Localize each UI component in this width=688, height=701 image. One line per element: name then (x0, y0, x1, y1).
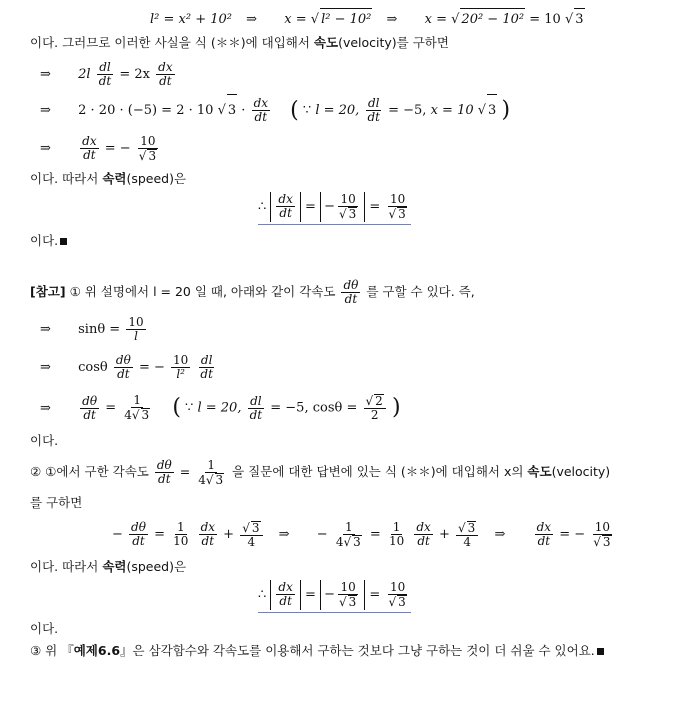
frac-den: dt (249, 407, 263, 422)
therefore-symbol: ∴ (258, 587, 267, 603)
eq: = (105, 400, 117, 416)
text-substitute-2: 을 질문에 대한 답변에 있는 식 (＊＊)에 대입해서 x의 (232, 464, 524, 479)
eq-l-squared: l² = x² + 10² (150, 12, 232, 27)
cond-l-20: l = 20, (197, 400, 242, 416)
frac-den: dt (132, 534, 145, 548)
equation-dtheta: ⇒ $\frac{d\theta}{dt}$ = $\frac{1}{4√ 3}$ ( ∵ l = 20, $\frac{dl}{dt}$ = −5, cosθ = $\frac{√ 2}{2}$ ) (40, 390, 688, 426)
frac-den: dt (98, 74, 112, 88)
sqrt-3: 3 (148, 148, 157, 163)
frac-num: 1 (133, 393, 142, 407)
equation-sin (40, 314, 688, 346)
text-ref-rest: 』은 삼각함수와 각속도를 이용해서 구하는 것보다 그냥 구하는 것이 더 쉬울 수 있어요. (120, 643, 595, 658)
text-line-7 (30, 492, 688, 514)
frac-num: 10 (594, 519, 611, 534)
minus: − (316, 527, 328, 542)
frac-den: dt (537, 534, 551, 548)
frac-den: dt (159, 74, 172, 88)
eq-neg: = − (138, 360, 165, 375)
bold-speed: 속력 (102, 171, 127, 186)
sin-theta: sinθ = (78, 322, 121, 337)
because-symbol: ∵ (185, 400, 194, 416)
frac-den: 4 (247, 534, 256, 549)
text-velocity-end: (velocity) (551, 464, 611, 479)
frac-den: dt (367, 110, 380, 124)
frac-num: dl (367, 96, 380, 110)
cond-eq-neg5: = −5, (388, 103, 427, 118)
minus: − (324, 199, 335, 214)
sqrt-3: 3 (348, 594, 357, 609)
eq: = (305, 199, 316, 215)
implies-arrow: ⇒ (246, 12, 258, 27)
frac-num: 10 (173, 353, 189, 367)
frac-den: dt (344, 292, 358, 306)
sqrt-2: 2 (375, 394, 383, 408)
sqrt-3: 3 (348, 206, 357, 221)
frac-den: dt (279, 594, 292, 608)
equation-cos (40, 352, 688, 384)
sqrt-3: 3 (353, 534, 361, 549)
eq: = (369, 587, 381, 603)
equation-line-1: l² = x² + 10² ⇒ x = √ l² − 10² ⇒ x = √ 20² − 10² = 10 √ 3 (150, 8, 688, 30)
text-line-10 (30, 640, 688, 662)
bold-example: 예제6.6 (73, 643, 121, 658)
dot: · (241, 103, 246, 118)
cond-l-20: l = 20, (315, 103, 360, 118)
sqrt-l2-minus-102: l² − 10² (320, 8, 372, 31)
sqrt-3: 3 (227, 94, 237, 127)
minus: − (112, 527, 123, 542)
frac-den: dt (254, 110, 268, 124)
text-velocity-tail: (velocity)를 구하면 (338, 35, 449, 50)
frac-num: 10 (389, 580, 406, 594)
eq: = (305, 587, 316, 603)
equation-line-2 (40, 60, 688, 90)
frac-den: 4 (463, 534, 471, 549)
frac-den: 10 (388, 534, 405, 548)
frac-num: 10 (389, 192, 406, 206)
frac-num: dx (158, 60, 173, 74)
frac-num: dx (536, 520, 552, 534)
frac-den: dt (83, 407, 96, 422)
term-eq-2x: = 2x (119, 67, 151, 82)
implies-arrow: ⇒ (40, 360, 51, 375)
qed-square-icon (60, 238, 67, 245)
text-therefore: 이다. 따라서 (30, 171, 99, 186)
minus: − (324, 587, 335, 602)
eq: = (369, 527, 381, 542)
sqrt-3: 3 (141, 408, 150, 422)
cond-eq-neg5: = −5, (270, 400, 309, 416)
frac-num: dθ (156, 458, 172, 472)
eq: = (179, 464, 191, 479)
implies-arrow: ⇒ (494, 527, 506, 542)
frac-den: l² (176, 367, 185, 381)
text-ida: 이다. (30, 233, 59, 248)
text-line-5 (30, 430, 688, 452)
eq: = (154, 527, 165, 542)
equation-line-3: ⇒ 2 · 20 · (−5) = 2 · 10 √ 3 · $\frac{dx}{dt}$ ( ∵ l = 20, $\frac{dl}{dt}$ = −5, x = 10 √ 3 ) (40, 94, 688, 126)
frac-num: 10 (340, 191, 356, 206)
text-line-2 (30, 168, 688, 190)
text-line-6: ② ①에서 구한 각속도 $\frac{d\theta}{dt}$ = $\frac{1}{4√ 3}$ 을 질문에 대한 답변에 있는 식 (＊＊)에 대입해서 x의 속도(velocity) (30, 457, 611, 487)
frac-num: dl (200, 353, 213, 367)
text-ref-open: ③ 위 『 (30, 643, 74, 658)
calc-left: 2 · 20 · (−5) = 2 · 10 (78, 103, 214, 118)
frac-num: dθ (131, 520, 146, 534)
eq-neg: = − (559, 527, 586, 542)
plus: + (223, 527, 235, 542)
equation-velocity: − $\frac{d\theta}{dt}$ = $\frac{1}{10}$ $\frac{dx}{dt}$ + $\frac{√ 3}{4}$ ⇒ − $\frac{1}{4√ 3}$ = $\frac{1}{10}$ $\frac{dx}{dt}$ + $\frac{√ 3}{4}$ ⇒ $\frac{dx}{dt}$ = − $\frac{10}{√ 3}$ (112, 516, 688, 554)
frac-num: 10 (140, 133, 156, 148)
frac-num: dθ (343, 278, 359, 292)
implies-arrow: ⇒ (386, 12, 398, 27)
frac-num: 1 (392, 520, 401, 534)
eq-x-equals: x = (284, 12, 307, 27)
four: 4 (124, 408, 132, 422)
eq: = (369, 199, 381, 215)
frac-num: dx (278, 192, 293, 206)
text-speed-tail: (speed)은 (126, 171, 187, 186)
frac-den: dt (201, 534, 215, 548)
cos-eq: cosθ = (312, 400, 358, 416)
eq-x-equals-2: x = (424, 12, 447, 27)
frac-num: dl (99, 60, 111, 74)
sqrt-3: 3 (215, 472, 224, 487)
frac-num: dθ (115, 353, 131, 367)
implies-arrow: ⇒ (40, 67, 51, 82)
text-speed-tail: (speed)은 (126, 559, 187, 574)
frac-num: 1 (344, 519, 353, 534)
frac-den: 10 (173, 534, 189, 548)
term-2l: 2l (78, 67, 91, 82)
frac-num: 1 (176, 520, 185, 534)
text-find: 를 구하면 (30, 495, 83, 510)
frac-num: dx (416, 520, 431, 534)
frac-den: 2 (370, 408, 379, 422)
text-ida: 이다. (30, 433, 59, 448)
text-line-3 (30, 230, 688, 252)
implies-arrow: ⇒ (278, 527, 290, 542)
frac-num: 1 (207, 457, 215, 472)
text-angular-velocity: ② ①에서 구한 각속도 (30, 464, 149, 479)
cos-theta: cosθ (78, 360, 108, 375)
frac-num: 10 (128, 315, 144, 329)
therefore-symbol: ∴ (258, 199, 267, 215)
implies-arrow: ⇒ (40, 322, 51, 337)
four: 4 (335, 534, 344, 549)
implies-arrow: ⇒ (40, 103, 51, 118)
text-substitute: 이다. 그러므로 이러한 사실을 식 (＊＊)에 대입해서 (30, 35, 310, 50)
qed-square-icon (597, 648, 604, 655)
bold-speed: 속력 (102, 559, 127, 574)
text-therefore: 이다. 따라서 (30, 559, 99, 574)
note-label: [참고] (30, 284, 66, 299)
note-tail: 를 구할 수 있다. 즉, (366, 284, 475, 299)
note-line (30, 276, 688, 308)
sqrt-202-minus-102: 20² − 10² (460, 8, 525, 31)
frac-den: dt (158, 472, 171, 486)
text-ida: 이다. (30, 621, 59, 636)
text-line-8 (30, 556, 688, 578)
frac-den: dt (200, 367, 213, 381)
frac-num: dx (200, 520, 216, 534)
frac-num: 10 (340, 579, 356, 594)
frac-den: dt (417, 534, 430, 548)
speed-result-1: ∴ $\frac{dx}{dt}$ = − $\frac{10}{√ 3}$ = $\frac{10}{√ 3}$ (258, 192, 411, 225)
bold-velocity: 속도 (313, 35, 339, 50)
sqrt-3: 3 (487, 94, 497, 127)
frac-num: dx (82, 134, 97, 148)
note-text: ① 위 설명에서 l = 20 일 때, 아래와 같이 각속도 (69, 284, 336, 299)
sqrt-3: 3 (398, 595, 406, 609)
speed-result-2: ∴ $\frac{dx}{dt}$ = − $\frac{10}{√ 3}$ = $\frac{10}{√ 3}$ (258, 580, 411, 613)
because-symbol: ∵ (302, 103, 312, 118)
text-line-1 (30, 32, 688, 54)
four: 4 (198, 472, 206, 487)
implies-arrow: ⇒ (40, 141, 51, 156)
sqrt-3: 3 (467, 520, 476, 535)
text-line-9 (30, 618, 688, 640)
eq-result: = 10 (529, 12, 561, 27)
implies-arrow: ⇒ (40, 400, 51, 416)
frac-den: dt (117, 367, 130, 381)
equation-line-4: ⇒ $\frac{dx}{dt}$ = − $\frac{10}{√ 3}$ (40, 132, 688, 166)
sqrt-3: 3 (251, 520, 260, 535)
sqrt-3: 3 (602, 534, 611, 549)
cond-x: x = 10 (430, 103, 474, 118)
eq-neg: = − (104, 141, 131, 156)
frac-den: dt (83, 148, 96, 162)
plus: + (438, 527, 450, 542)
bold-velocity: 속도 (527, 464, 552, 479)
sqrt-3: 3 (398, 207, 406, 221)
frac-num: dx (278, 580, 293, 594)
frac-num: dθ (82, 393, 98, 408)
frac-num: dl (250, 393, 262, 408)
sqrt-3: 3 (574, 8, 584, 31)
frac-den: dt (279, 206, 292, 220)
frac-num: dx (253, 96, 269, 110)
frac-den: l (134, 329, 138, 343)
